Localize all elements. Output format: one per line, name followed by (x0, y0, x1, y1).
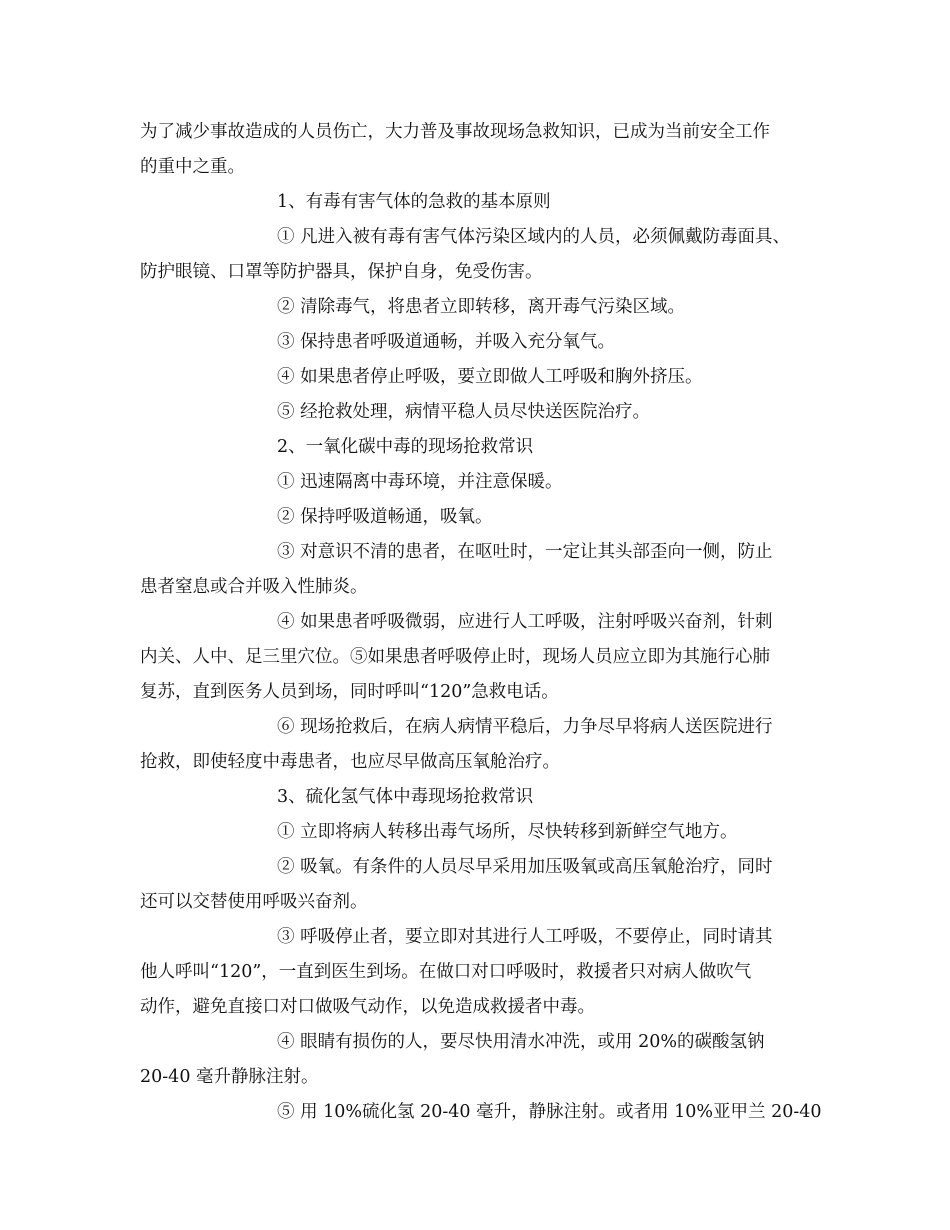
list-item-line: ② 清除毒气，将患者立即转移，离开毒气污染区域。 (277, 297, 686, 317)
list-item-line: ③ 保持患者呼吸道通畅，并吸入充分氧气。 (277, 332, 616, 352)
list-item-line: ② 保持呼吸道畅通，吸氧。 (277, 507, 493, 527)
list-item-line: ② 吸氧。有条件的人员尽早采用加压吸氧或高压氧舱治疗，同时 (277, 857, 773, 877)
list-item-line: ④ 眼睛有损伤的人，要尽快用清水冲洗，或用 20%的碳酸氢钠 (277, 1032, 765, 1052)
list-item-line: ① 凡进入被有毒有害气体污染区域内的人员，必须佩戴防毒面具、 (277, 227, 791, 247)
body-text-line: 动作，避免直接口对口做吸气动作，以免造成救援者中毒。 (140, 997, 595, 1017)
list-item-line: ③ 对意识不清的患者，在呕吐时，一定让其头部歪向一侧，防止 (277, 542, 773, 562)
body-text-line: 为了减少事故造成的人员伤亡，大力普及事故现场急救知识，已成为当前安全工作 (140, 122, 770, 142)
list-item-line: ③ 呼吸停止者，要立即对其进行人工呼吸，不要停止，同时请其 (277, 927, 773, 947)
section-heading: 2、一氧化碳中毒的现场抢救常识 (277, 437, 534, 457)
body-text-line: 他人呼叫“120”，一直到医生到场。在做口对口呼吸时，救援者只对病人做吹气 (140, 962, 752, 982)
list-item-line: ① 迅速隔离中毒环境，并注意保暖。 (277, 472, 563, 492)
body-text-line: 的重中之重。 (140, 157, 245, 177)
section-heading: 3、硫化氢气体中毒现场抢救常识 (277, 787, 534, 807)
list-item-line: ⑤ 用 10%硫化氢 20-40 毫升，静脉注射。或者用 10%亚甲兰 20-40 (277, 1102, 822, 1122)
list-item-line: ④ 如果患者呼吸微弱，应进行人工呼吸，注射呼吸兴奋剂，针刺 (277, 612, 773, 632)
body-text-line: 患者窒息或合并吸入性肺炎。 (140, 577, 368, 597)
list-item-line: ⑥ 现场抢救后，在病人病情平稳后，力争尽早将病人送医院进行 (277, 717, 773, 737)
body-text-line: 复苏，直到医务人员到场，同时呼叫“120”急救电话。 (140, 682, 559, 702)
body-text-line: 还可以交替使用呼吸兴奋剂。 (140, 892, 368, 912)
body-text-line: 抢救，即使轻度中毒患者，也应尽早做高压氧舱治疗。 (140, 752, 560, 772)
list-item-line: ④ 如果患者停止呼吸，要立即做人工呼吸和胸外挤压。 (277, 367, 703, 387)
body-text-line: 内关、人中、足三里穴位。⑤如果患者呼吸停止时，现场人员应立即为其施行心肺 (140, 647, 770, 667)
body-text-line: 防护眼镜、口罩等防护器具，保护自身，免受伤害。 (140, 262, 543, 282)
list-item-line: ⑤ 经抢救处理，病情平稳人员尽快送医院治疗。 (277, 402, 651, 422)
section-heading: 1、有毒有害气体的急救的基本原则 (277, 192, 551, 212)
body-text-line: 20-40 毫升静脉注射。 (140, 1067, 319, 1087)
list-item-line: ① 立即将病人转移出毒气场所，尽快转移到新鲜空气地方。 (277, 822, 738, 842)
